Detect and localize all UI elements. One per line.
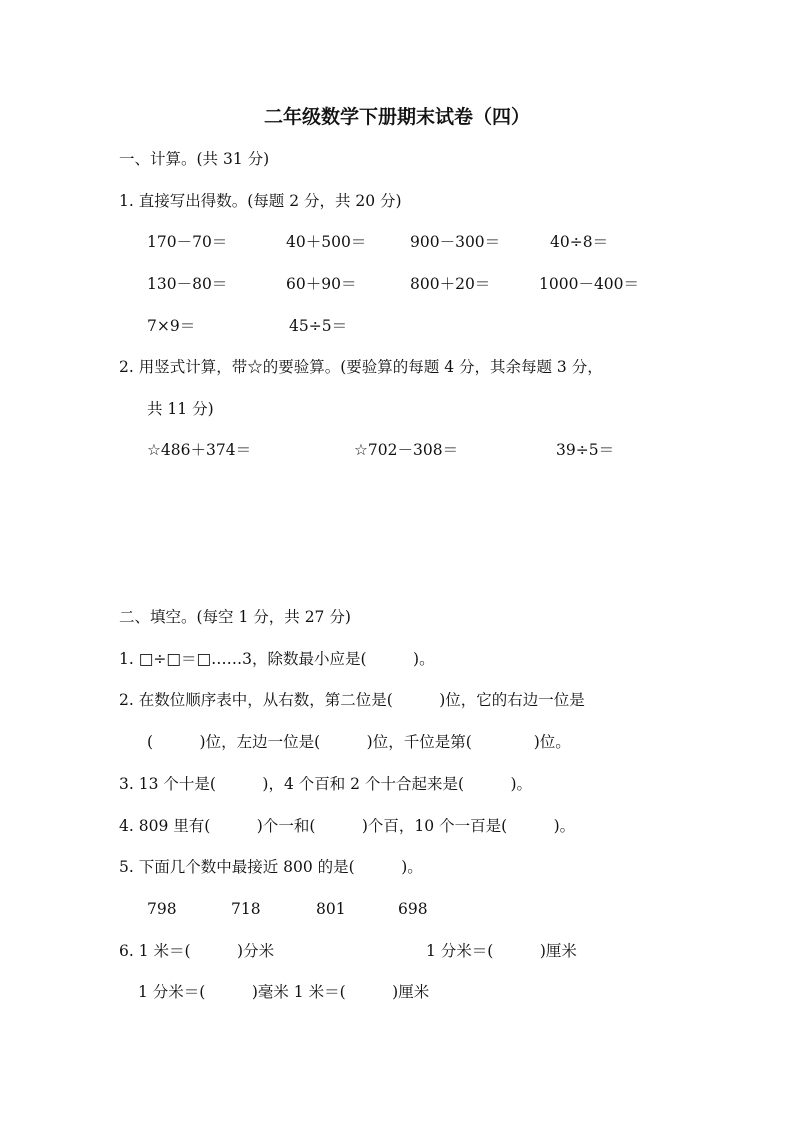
expression-1-1-a: 170－70＝ (147, 233, 228, 251)
expression-1-3-a: 7×9＝ (147, 317, 196, 335)
vertical-calc-2: ☆702－308＝ (354, 441, 459, 459)
question-2-3: 3. 13 个十是( )，4 个百和 2 个十合起来是( )。 (119, 775, 533, 793)
expression-1-1-b: 40＋500＝ (286, 233, 367, 251)
vertical-calc-1: ☆486＋374＝ (147, 441, 252, 459)
section-1-heading: 一、计算。(共 31 分) (119, 150, 270, 168)
question-2-4: 4. 809 里有( )个一和( )个百，10 个一百是( )。 (119, 817, 576, 835)
vertical-calc-3: 39÷5＝ (556, 441, 615, 459)
question-1-1: 1. 直接写出得数。(每题 2 分，共 20 分) (119, 192, 402, 210)
question-2-6-left: 6. 1 米＝( )分米 (119, 942, 275, 960)
page-title: 二年级数学下册期末试卷（四） (263, 106, 530, 128)
question-2-5: 5. 下面几个数中最接近 800 的是( )。 (119, 858, 423, 876)
option-718: 718 (231, 900, 261, 918)
question-2-2-line-1: 2. 在数位顺序表中，从右数，第二位是( )位，它的右边一位是 (119, 691, 585, 709)
expression-1-2-a: 130－80＝ (147, 275, 228, 293)
section-2-heading: 二、填空。(每空 1 分，共 27 分) (119, 608, 351, 626)
option-698: 698 (398, 900, 428, 918)
question-2-2-line-2: ( )位，左边一位是( )位，千位是第( )位。 (147, 733, 571, 751)
expression-1-2-b: 60＋90＝ (286, 275, 357, 293)
expression-1-2-c: 800＋20＝ (410, 275, 491, 293)
question-1-2-line-2: 共 11 分) (147, 400, 214, 418)
expression-1-2-d: 1000－400＝ (539, 275, 640, 293)
expression-1-3-b: 45÷5＝ (289, 317, 348, 335)
question-2-6-right: 1 分米＝( )厘米 (426, 942, 577, 960)
expression-1-1-c: 900－300＝ (410, 233, 501, 251)
expression-1-1-d: 40÷8＝ (550, 233, 609, 251)
question-1-2-line-1: 2. 用竖式计算，带☆的要验算。(要验算的每题 4 分，其余每题 3 分， (119, 358, 603, 376)
question-2-1: 1. □÷□＝□……3，除数最小应是( )。 (119, 650, 435, 668)
option-801: 801 (316, 900, 346, 918)
question-2-6-line-2: 1 分米＝( )毫米 1 米＝( )厘米 (138, 983, 430, 1001)
option-798: 798 (147, 900, 177, 918)
